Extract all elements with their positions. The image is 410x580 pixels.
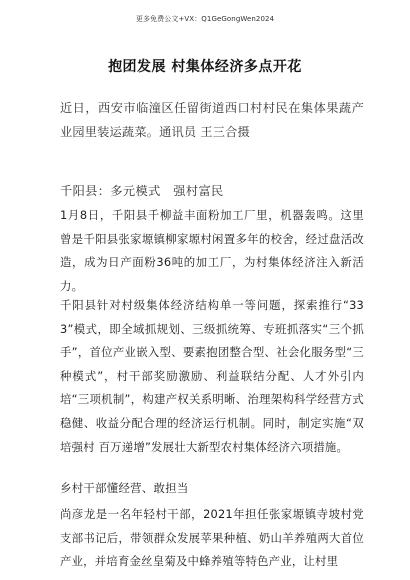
header-watermark: 更多免费公文+VX：Q1GeGongWen2024 — [135, 15, 275, 23]
section-heading-village-cadres: 乡村干部懂经营、敢担当 — [60, 481, 189, 495]
paragraph-shang-yanlong: 尚彦龙是一名年轻村干部，2021年担任张家塬镇寺坡村党支部书记后，带领群众发展苹果种植、奶山羊养殖两大首位产业，并培育金丝皇菊及中蜂养殖等特色产业，让村里 — [60, 507, 364, 569]
paragraph-333-model: 千阳县针对村级集体经济结构单一等问题，探索推行“333”模式，即全域抓规划、三级抓统筹、专班抓落实“三个抓手”，首位产业嵌入型、要素抱团整合型、社会化服务型“三种模式”，村干部奖励激励、利益联结分配、人才外引内培“三项机制”，构建产权关系明晰、治理架构科学经营方式稳健、收益分配合理的经济运行机制。同时，制定实施“双培强村 百万递增”发展壮大新型农村集体经济六项措施。 — [60, 298, 364, 454]
section-heading-qianyang: 千阳县：多元模式 强村富民 — [60, 184, 224, 198]
photo-caption: 近日，西安市临潼区任留街道西口村村民在集体果蔬产业园里装运蔬菜。通讯员 王三合摄 — [60, 101, 364, 139]
paragraph-factory: 1月8日，千阳县千柳益丰面粉加工厂里，机器轰鸣。这里曾是千阳县张家塬镇柳家塬村闲置多年的校舍，经过盘活改造，成为日产面粉36吨的加工厂，为村集体经济注入新活力。 — [60, 208, 364, 293]
article-title: 抱团发展 村集体经济多点开花 — [108, 59, 302, 75]
